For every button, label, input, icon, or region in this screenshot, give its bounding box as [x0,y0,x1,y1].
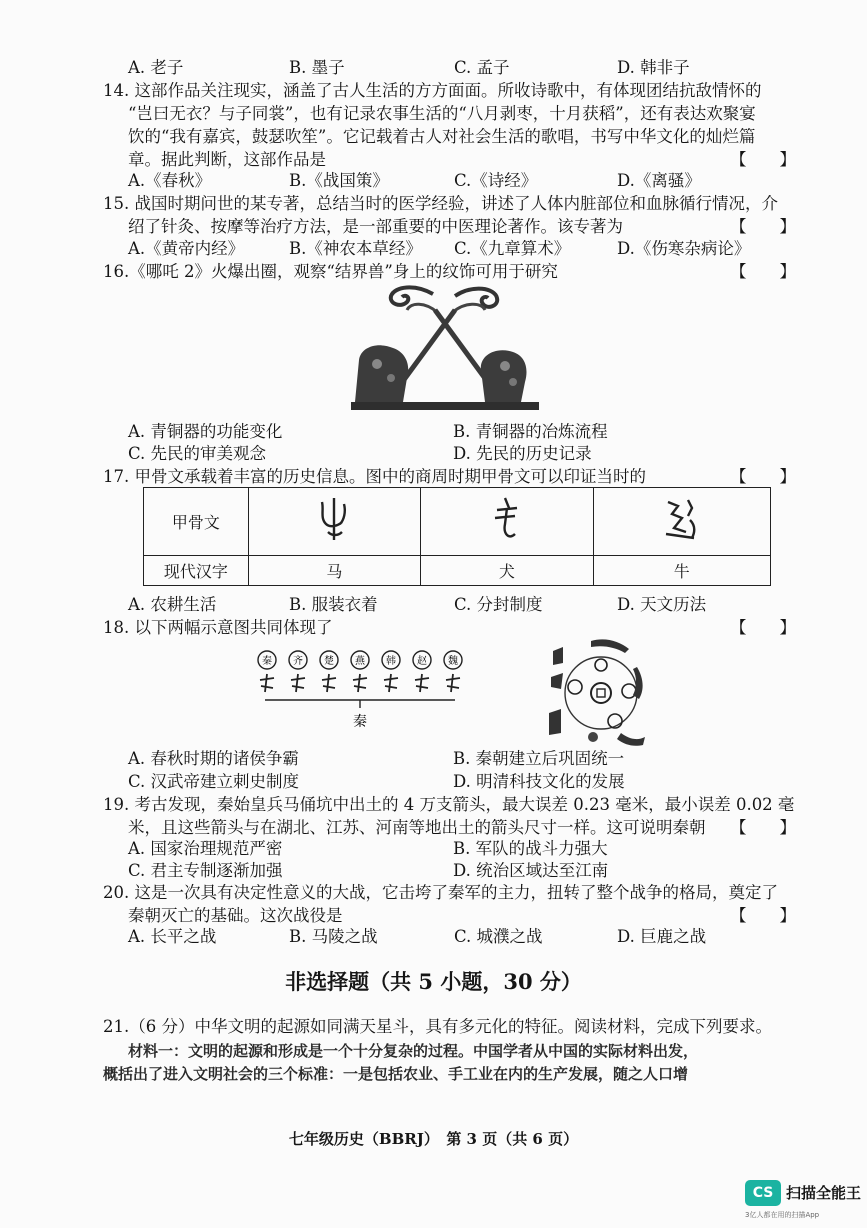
oracle-bone-table [143,487,771,586]
currency-unification-diagram [545,637,657,749]
q19-option-a: A. 国家治理规范严密 [128,839,283,858]
q14-stem-line: 章。据此判断，这部作品是 [128,150,326,169]
q15-option-b: B.《神农本草经》 [289,239,422,258]
q16-answer-bracket: 【 】 [730,262,796,281]
q13-option-c: C. 孟子 [454,58,510,77]
oracle-glyph-cell [593,488,770,556]
q19-answer-bracket: 【 】 [730,818,796,837]
modern-char-cell: 马 [248,556,420,586]
q19-option-c: C. 君主专制逐渐加强 [128,861,283,880]
q20-answer-bracket: 【 】 [730,906,796,925]
q15-option-a: A.《黄帝内经》 [128,239,245,258]
q20-option-a: A. 长平之战 [128,927,217,946]
q19-option-b: B. 军队的战斗力强大 [453,839,608,858]
state-name: 齐 [293,656,303,667]
modern-char-cell: 牛 [593,556,770,586]
q14-stem-line: 饮的“我有嘉宾，鼓瑟吹笙”。它记载着古人对社会生活的歌唱，书写中华文化的灿烂篇 [128,127,756,146]
q14-option-d: D.《离骚》 [617,171,701,190]
q15-option-c: C.《九章算术》 [454,239,571,258]
q14-option-a: A.《春秋》 [128,171,212,190]
q18-option-b: B. 秦朝建立后巩固统一 [453,749,625,768]
q21-material-line: 材料一：文明的起源和形成是一个十分复杂的过程。中国学者从中国的实际材料出发， [128,1042,699,1060]
q20-stem-line: 20. 这是一次具有决定性意义的大战，它击垮了秦军的主力，扭转了整个战争的格局，奠定了 [103,883,778,902]
q17-option-b: B. 服装衣着 [289,595,378,614]
oracle-bone-header: 甲骨文 [144,488,249,556]
q14-stem-line: “岂曰无衣？与子同裳”，也有记录农事生活的“八月剥枣，十月获稻”，还有表达欢聚宴 [128,104,756,123]
q18-stem-line: 18. 以下两幅示意图共同体现了 [103,618,333,637]
q13-option-b: B. 墨子 [289,58,345,77]
q17-answer-bracket: 【 】 [730,467,796,486]
q19-stem-line: 米，且这些箭头与在湖北、江苏、河南等地出土的箭头尺寸一样。这可说明秦朝 [128,818,706,837]
q16-option-a: A. 青铜器的功能变化 [128,422,283,441]
q14-option-b: B.《战国策》 [289,171,389,190]
q13-option-d: D. 韩非子 [617,58,690,77]
regional-script-glyph [322,674,336,692]
oracle-glyph-cell [248,488,420,556]
section-title: 非选择题（共 5 小题，30 分） [285,969,582,994]
q14-answer-bracket: 【 】 [730,150,796,169]
modern-char-cell: 犬 [421,556,593,586]
page-footer: 七年级历史（BBRJ） 第 3 页（共 6 页） [288,1130,579,1148]
q18-option-c: C. 汉武帝建立刺史制度 [128,772,300,791]
q17-option-a: A. 农耕生活 [128,595,217,614]
q21-stem-line: 21.（6 分）中华文明的起源如同满天星斗，具有多元化的特征。阅读材料，完成下列要求。 [103,1017,772,1036]
regional-script-glyph [291,674,305,692]
q19-option-d: D. 统治区域达至江南 [453,861,609,880]
q15-answer-bracket: 【 】 [730,217,796,236]
script-unification-diagram [255,648,480,740]
state-name: 燕 [355,656,365,667]
q16-stem-line: 16.《哪吒 2》火爆出圈，观察“结界兽”身上的纹饰可用于研究 [103,262,558,281]
oracle-glyph-ox-icon [660,494,704,546]
scanner-app-name: 扫描全能王 [786,1184,862,1202]
q20-option-b: B. 马陵之战 [289,927,378,946]
state-name: 韩 [386,656,396,667]
q18-option-a: A. 春秋时期的诸侯争霸 [128,749,299,768]
q20-stem-line: 秦朝灭亡的基础。这次战役是 [128,906,343,925]
state-name: 魏 [448,656,458,667]
q19-stem-line: 19. 考古发现，秦始皇兵马俑坑中出土的 4 万支箭头，最大误差 0.23 毫米，最小误差 0.02 毫 [103,795,795,814]
state-name: 楚 [324,656,334,667]
q15-stem-line: 绍了针灸、按摩等治疗方法，是一部重要的中医理论著作。该专著为 [128,217,623,236]
regional-script-glyph [353,674,367,692]
state-name: 秦 [262,656,272,667]
q16-option-d: D. 先民的历史记录 [453,444,592,463]
regional-script-glyph [415,674,429,692]
q21-material-line: 概括出了进入文明社会的三个标准：一是包括农业、手工业在内的生产发展，随之人口增 [103,1065,689,1083]
q20-option-d: D. 巨鹿之战 [617,927,707,946]
q17-option-c: C. 分封制度 [454,595,543,614]
q13-option-a: A. 老子 [128,58,184,77]
oracle-glyph-dog-icon [487,494,527,546]
q14-stem-line: 14. 这部作品关注现实，涵盖了古人生活的方方面面。所收诗歌中，有体现团结抗敌情怀的 [103,81,762,100]
oracle-glyph-cell [421,488,593,556]
bronze-beasts-image [345,282,545,414]
q17-option-d: D. 天文历法 [617,595,707,614]
q14-option-c: C.《诗经》 [454,171,538,190]
regional-script-glyph [384,674,398,692]
q16-option-c: C. 先民的审美观念 [128,444,267,463]
modern-char-header: 现代汉字 [144,556,249,586]
camscanner-logo-icon: CS [745,1180,781,1206]
q15-option-d: D.《伤寒杂病论》 [617,239,751,258]
q17-stem-line: 17. 甲骨文承载着丰富的历史信息。图中的商周时期甲骨文可以印证当时的 [103,467,646,486]
q15-stem-line: 15. 战国时期问世的某专著，总结当时的医学经验，讲述了人体内脏部位和血脉循行情况，介 [103,194,778,213]
regional-script-glyph [446,674,460,692]
q18-answer-bracket: 【 】 [730,618,796,637]
q16-option-b: B. 青铜器的冶炼流程 [453,422,608,441]
oracle-glyph-horse-icon [314,494,354,546]
regional-script-glyph [260,674,274,692]
q18-option-d: D. 明清科技文化的发展 [453,772,625,791]
state-name: 赵 [417,656,427,667]
q20-option-c: C. 城濮之战 [454,927,543,946]
unified-char: 秦 [353,714,367,730]
scanner-app-tagline: 3亿人都在用的扫描App [745,1211,820,1219]
